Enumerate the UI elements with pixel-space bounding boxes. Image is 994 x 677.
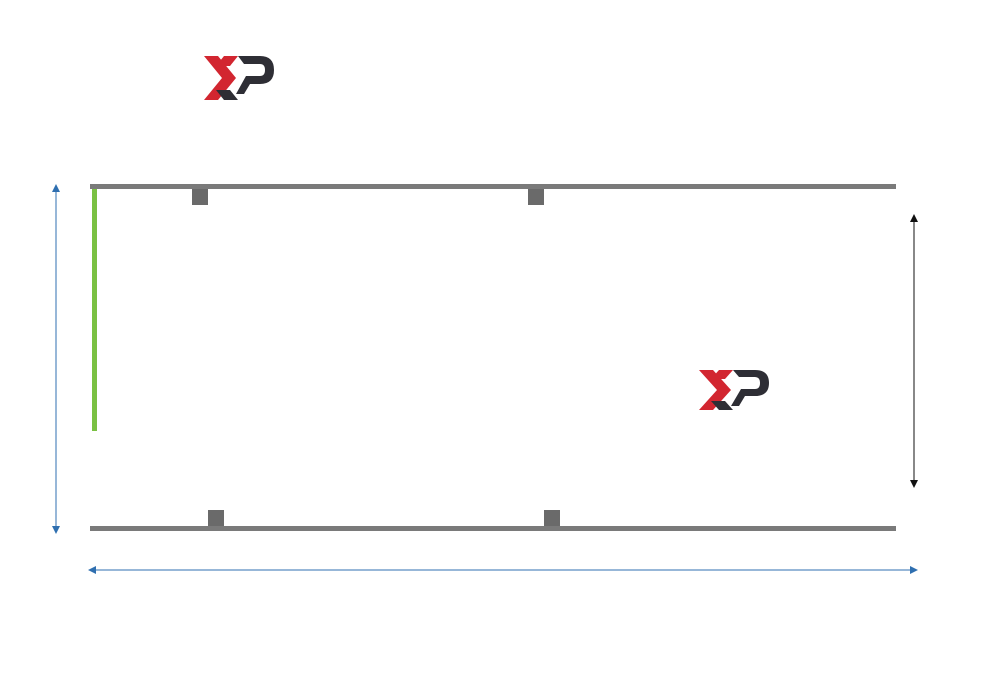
top-wall — [90, 184, 896, 189]
bottom-wall — [90, 526, 896, 531]
stairs-line — [92, 189, 97, 431]
logo-mark-icon — [650, 366, 810, 416]
center-logo — [650, 366, 810, 436]
